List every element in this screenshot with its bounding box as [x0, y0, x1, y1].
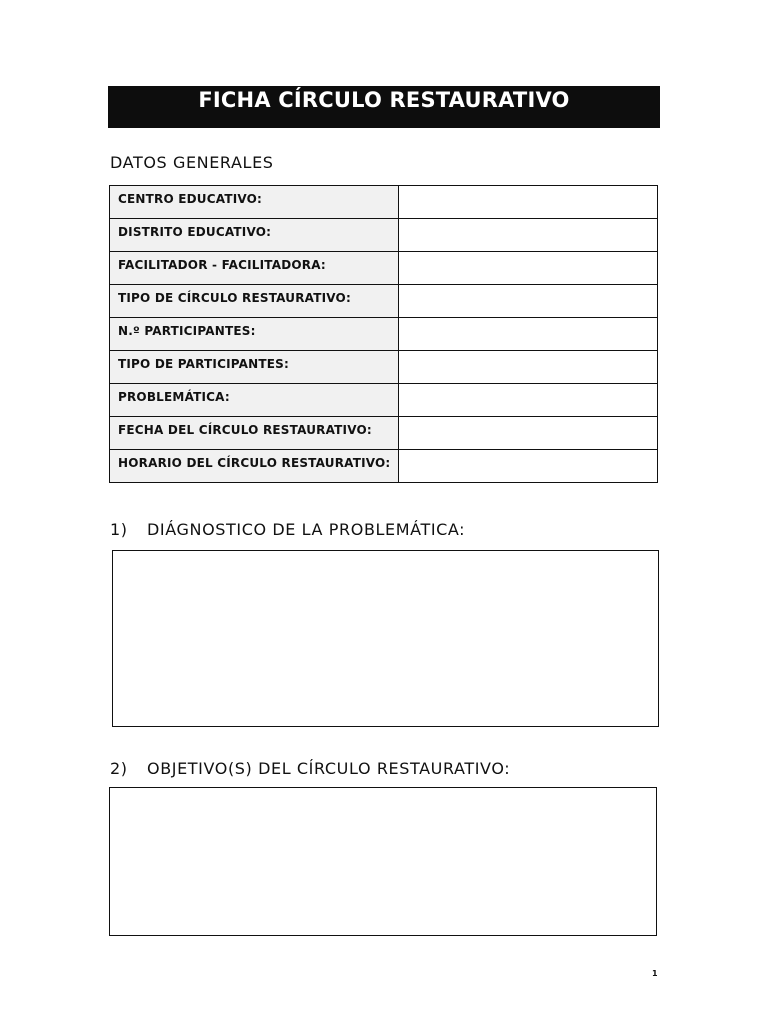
field-label: FACILITADOR - FACILITADORA:	[110, 252, 399, 285]
table-row-problematica	[110, 384, 658, 417]
fecha-field[interactable]	[399, 417, 658, 450]
diagnostico-textbox[interactable]	[112, 550, 659, 727]
field-label: TIPO DE PARTICIPANTES:	[110, 351, 399, 384]
field-label: FECHA DEL CÍRCULO RESTAURATIVO:	[110, 417, 399, 450]
horario-field[interactable]	[399, 450, 658, 483]
table-row-facilitador	[110, 252, 658, 285]
num-participantes-field[interactable]	[399, 318, 658, 351]
section-2-heading	[110, 759, 510, 778]
section-1-heading	[110, 520, 465, 539]
field-label: PROBLEMÁTICA:	[110, 384, 399, 417]
problematica-field[interactable]	[399, 384, 658, 417]
document-title-text: FICHA CÍRCULO RESTAURATIVO	[198, 88, 570, 112]
field-label: DISTRITO EDUCATIVO:	[110, 219, 399, 252]
section-number: 2)	[110, 759, 128, 778]
distrito-educativo-field[interactable]	[399, 219, 658, 252]
field-label: CENTRO EDUCATIVO:	[110, 186, 399, 219]
field-label: HORARIO DEL CÍRCULO RESTAURATIVO:	[110, 450, 399, 483]
field-label: TIPO DE CÍRCULO RESTAURATIVO:	[110, 285, 399, 318]
document-title	[108, 86, 660, 128]
centro-educativo-field[interactable]	[399, 186, 658, 219]
datos-generales-table	[109, 185, 658, 483]
tipo-participantes-field[interactable]	[399, 351, 658, 384]
table-row-num-participantes	[110, 318, 658, 351]
datos-generales-heading: DATOS GENERALES	[110, 153, 274, 172]
field-label: N.º PARTICIPANTES:	[110, 318, 399, 351]
table-row-tipo-circulo	[110, 285, 658, 318]
table-row-centro-educativo	[110, 186, 658, 219]
section-number: 1)	[110, 520, 128, 539]
objetivos-textbox[interactable]	[109, 787, 657, 936]
table-row-tipo-participantes	[110, 351, 658, 384]
table-row-distrito-educativo	[110, 219, 658, 252]
table-row-horario	[110, 450, 658, 483]
facilitador-field[interactable]	[399, 252, 658, 285]
tipo-circulo-field[interactable]	[399, 285, 658, 318]
page-number: 1	[652, 969, 658, 978]
section-title: OBJETIVO(S) DEL CÍRCULO RESTAURATIVO:	[147, 759, 511, 778]
section-title: DIÁGNOSTICO DE LA PROBLEMÁTICA:	[147, 520, 466, 539]
table-row-fecha	[110, 417, 658, 450]
